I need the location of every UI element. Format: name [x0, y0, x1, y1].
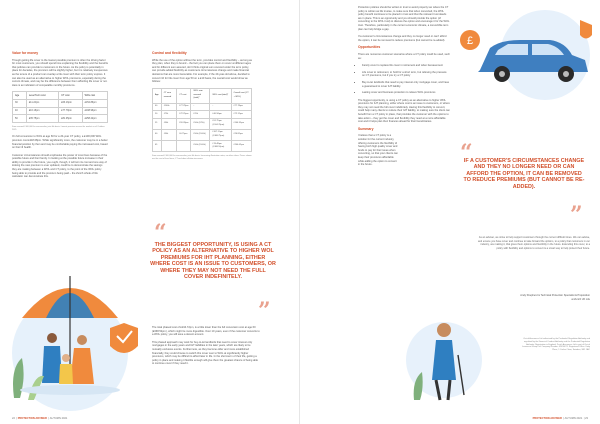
list-item: • Lasting cover and business protection to relieve WOL premiums: [362, 91, 450, 95]
child-body: [59, 364, 73, 384]
quote-close-icon: ”: [258, 298, 271, 324]
person-head: [437, 323, 451, 337]
cell: £40.58pm: [210, 111, 231, 119]
control-paragraph: While the use of the option without the term, provides control and flexibility – as long as they plan, when they is bound – the fact you can place them on cover at different ages and for different sum assured, don't think original sum covered under the term policy, can provide added flexibility as customers circumstances change and make financial decisions that are more favourable. For example, if the 40-year-old above, decided to convert 10 for life cover from age 50 on a £10 basis, the overall cost would show as follows:: [152, 58, 252, 84]
family-umbrella-illustration: [0, 258, 150, 416]
pound-symbol: £: [466, 35, 474, 47]
value-paragraph-3: Customer circumstances should emphasise the power of most lives because of the possible future and their family. In looking at the possible future increase in their ability to provide in the future, you ought, though, it will turn its cost and one way of looking the new premium is ever updated, could be to demonstrate the savings they are making between a WOL and CT policy, to the point of the WOL policy being able to provide and the premium being paid – the Zurich whole of life calculator can demonstrate this.: [12, 153, 108, 179]
cell: £35.75pm: [26, 115, 58, 123]
list-item: • Buy-to-let landlords that need to pay interest only mortgage cover, and have a guaranteed to cover IHT liability: [362, 81, 450, 88]
cell: £16.16pm: [26, 107, 58, 115]
premium-table-caption: Sum assured £100,000 for non-smoker, joint life basis. Lowest premium across the market as of October 2021.: [12, 125, 105, 131]
table-row: [153, 129, 252, 140]
cell: £81.05pm: [59, 115, 82, 123]
table-row: [153, 141, 252, 152]
cell: -: [191, 103, 210, 111]
footer-issue: AUTUMN 2021: [564, 417, 583, 420]
cell: £91.75pm (£164.76pm): [210, 118, 231, 129]
cell: £50k (£100k): [191, 129, 210, 140]
cell: £244.62pm: [231, 141, 251, 152]
value-paragraph-1: Though getting life cover to the lowest possible premium is often the driving factor for most customers, you should spend time explaining the flexibility and the benefits that policies can provide to customers in the future. As the policy is potentially in place for decades, the premium will be slightly higher, but it is relatively inexpensive as the tenure of a product can overlap a life cover with their term policy expires. It can also be used as an alternative to higher WOL premiums, especially during the current climate, and may be the difference between them affording life cover or not. Here is an indication of comparable monthly premiums.: [12, 58, 108, 87]
opportunities-list: [358, 64, 450, 95]
cell: £26.82pm: [231, 129, 251, 140]
circumstances-paragraph: If a customer's circumstances change and they no longer need or can't afford the option, it can be removed to reduce premiums (but cannot be re-added).: [358, 35, 447, 42]
value-for-money-heading: Value for money: [12, 51, 39, 55]
table-row: [13, 99, 108, 107]
wheel-hub: [499, 71, 505, 77]
cell: 50: [13, 115, 27, 123]
person-body: [70, 348, 94, 384]
th: Age: [153, 88, 162, 103]
person-head: [47, 333, 57, 343]
table-row: [13, 107, 108, 115]
cell: £50k: [161, 118, 177, 129]
person-body: [42, 346, 62, 383]
th: WOL cost (total)*: [210, 88, 231, 103]
footer-issue: AUTUMN 2021: [49, 417, 68, 420]
cell: £152.86pm: [82, 99, 107, 107]
th-wol-cost: WOL cost: [82, 92, 107, 100]
cell: £258.22pm: [82, 115, 107, 123]
right-footer: PROTECTION ADVISER | AUTUMN 2021 | 23: [532, 417, 588, 420]
cell: 30: [13, 99, 27, 107]
left-pullquote: THE BIGGEST OPPORTUNITY, IS USING A CT POLICY AS AN ALTERNATIVE TO HIGHER WOL PREMIUMS FOR IHT PLANNING, EITHER WHERE COST IS AN ISSUE TO CUSTOMERS, OR WHERE THEY MAY NOT NEED THE FULL COVER INDEFINITELY.: [150, 242, 276, 281]
cell: £144.35pm: [231, 118, 251, 129]
cell: 60: [153, 129, 162, 140]
cell: £50k (£25k): [191, 118, 210, 129]
ground: [20, 385, 120, 395]
phased-paragraph-2: This phased approach may work for buy-to-let landlords that need to cover interest only mortgages in the early years and IHT liabilities in the later years, which are likely to be mutually exclusive events. Furthermore, as they become older and more established financially, they could choose to switch this cover over to WOL at significantly higher premiums, which may be difficult to afford later in life. In the short-term of their life, getting a policy in place and making it flexible enough will give them the greatest chance of being able to continue cover if they need it.: [152, 340, 258, 366]
car-illustration: [450, 0, 600, 100]
cell: £107.11pm (£368.75pm): [210, 129, 231, 140]
left-column-2: [152, 52, 252, 161]
cell: £100k: [161, 103, 177, 111]
summary-paragraph: I believe that a CT policy is a solution for the current industry, offering customers the flexibility of having both high quality cover and funds to pay for their taxes when converting, so that your clients can keep their premiums affordable while adding the option to convert in the future.: [358, 134, 398, 167]
cell: £6.75pm: [177, 129, 191, 140]
th: CT cost: [177, 88, 191, 103]
cell: 40: [13, 107, 27, 115]
cell: [177, 141, 191, 152]
phased-paragraph-1: The total phased cost of £244.72pm, is a little lower than the full conversion cost at age 60 (£368.52pm), which might be more digestible. Over 10 years, even if the customer converts to a WOL policy, you will save a decent amount.: [152, 326, 260, 337]
cell: £50k (£100k): [191, 141, 210, 152]
page-number: 23: [585, 417, 588, 420]
th: CT sum assured: [161, 88, 177, 103]
cell: £72.25pm: [177, 111, 191, 119]
side-text: As an adviser, we strive to help support customers through the current difficult times. We can advise, and ensure you have cover and continue to take forward the options, to a policy that customers in our industry, are making it, that gives them options and flexibility in the future. Extending this cover, to a policy with flexibility and options to convert is a smart way to help protect their future.: [478, 236, 591, 250]
cell: £77.78pm: [177, 103, 191, 111]
cell: 50: [153, 111, 162, 119]
biggest-opportunity-paragraph: The biggest opportunity, is using a CT policy as an alternative to higher WOL premiums for IHT planning, either where cost is an issue to customers, or where they may not need the full cover indefinitely. Having this flexibility to convert, could help many clients to reduce their IHT liability, to making sure the client can benefit from a CT policy in place, that provides the customer with the options to take action – they get the cover and flexibility they need at a more affordable cost and it helps plan their finances ahead for their beneficiaries.: [358, 98, 450, 124]
page-number: 22: [12, 417, 15, 420]
opportunities-intro: There are numerous customer scenarios where a CT policy could be used, such as:: [358, 52, 450, 60]
regulatory-note: Zurich Assurance Ltd authorised by the Prudential Regulation Authority and regulated by the Financial Conduct Authority and the Prudential Regulation Authority. Registration in England. Zurich Assurance Ltd is part of Zurich Insurance Group Ltd. Company Number: 02456671. Registered Office: Unity Place, 1 Carfax Close, Swindon, SN1 1AP.: [522, 338, 590, 352]
quote-close-icon: ”: [570, 202, 583, 228]
cell: 65: [153, 141, 162, 152]
cell: £59.28pm: [177, 118, 191, 129]
wheel-hub: [563, 71, 569, 77]
trust-paragraph: Protection policies should be written in trust to avoid property tax where the CT policy is written as life trustee, to make sure that when converted, the WOL policy benefit continues to be placed in trust and that the relevant trust deeds are in place. This is an opportunity and you should provide the option (of converting to the WOL trust) to discuss the option and encourage it for the WOL trust. Therefore, particularly in the current economic climate, a convertible term plan can help bridge a gap.: [358, 6, 450, 31]
person-body: [432, 340, 456, 380]
opportunities-heading: Opportunities: [358, 45, 381, 50]
summary-heading: Summary: [358, 126, 374, 131]
premium-table: [12, 91, 108, 122]
cell: £76.48pm (£368.52pm): [210, 141, 231, 152]
footer-brand: PROTECTION ADVISER: [532, 417, 562, 420]
table-row: [153, 103, 252, 111]
left-footer: 22 | PROTECTION ADVISER | AUTUMN 2021: [12, 417, 68, 420]
right-column-1: [358, 6, 450, 171]
cell: [161, 141, 177, 152]
list-item: • Life cover to retirement, to hold for a short term, but relieving the pressure on CT premiums, but if you try a CT policy: [362, 71, 450, 78]
th: Overall cost (CT + WOL): [231, 88, 251, 103]
cell: £11.24pm: [26, 99, 58, 107]
cell: £25k: [191, 111, 210, 119]
cell: £63.16pm: [59, 99, 82, 107]
cell: £50k: [161, 129, 177, 140]
left-column-2-bottom: [152, 326, 260, 370]
table-row: [13, 115, 108, 123]
cell: 55: [153, 118, 162, 129]
phased-table: [152, 88, 252, 153]
footer-brand: PROTECTION ADVISER: [17, 417, 47, 420]
value-paragraph-2: On full conversion to WOL at age 60 for a 20-year CT policy, a £100,000 WOL premium cost £118.08pm. While significantly more, the customer may be in a better financial position by then and may be comfortable paying the increased cost, based on their ill health.: [12, 135, 108, 150]
list-item: • Family cover to replace life cover in retirement and when bereavement: [362, 64, 450, 68]
th-age: Age: [13, 92, 27, 100]
th-ct-cost: CT cost: [59, 92, 82, 100]
control-flexibility-heading: Control and flexibility: [152, 51, 187, 55]
quote-open-icon: “: [154, 220, 167, 246]
quote-open-icon: “: [460, 140, 473, 166]
person-head: [77, 335, 87, 345]
th: WOL sum assured (total)*: [191, 88, 210, 103]
left-column-1: [12, 52, 108, 183]
elderly-person-illustration: [404, 300, 484, 410]
shield-icon: [110, 323, 138, 353]
right-pullquote: IF A CUSTOMER'S CIRCUMSTANCES CHANGE AND THEY NO LONGER NEED OR CAN AFFORD THE OPTION, IT CAN BE REMOVED TO REDUCE PREMIUMS (BUT CANNOT BE RE-ADDED).: [463, 158, 585, 190]
cell: £198.96pm: [82, 107, 107, 115]
th-level-term: Level Term cost: [26, 92, 58, 100]
cell: -: [210, 103, 231, 111]
cell: £75k: [161, 111, 177, 119]
cell: £77.78pm: [59, 107, 82, 115]
cell: 40: [153, 103, 162, 111]
right-page: [300, 0, 600, 424]
table-row: [153, 118, 252, 129]
table-row: [153, 111, 252, 119]
cell: £77.78pm: [231, 103, 251, 111]
phased-table-caption: Sum assured £100,000 for non-smoker, joint life basis. Increasing illustration rates; no other riders. Prices shown are the cost of level term; CT excludes inflation increases.: [152, 155, 252, 161]
author-line: Andy Shepherd is Technical Protection Specialist & Proposition at Zurich UK Life: [520, 294, 590, 301]
cell: £72.12pm: [231, 111, 251, 119]
child-head: [62, 354, 70, 362]
